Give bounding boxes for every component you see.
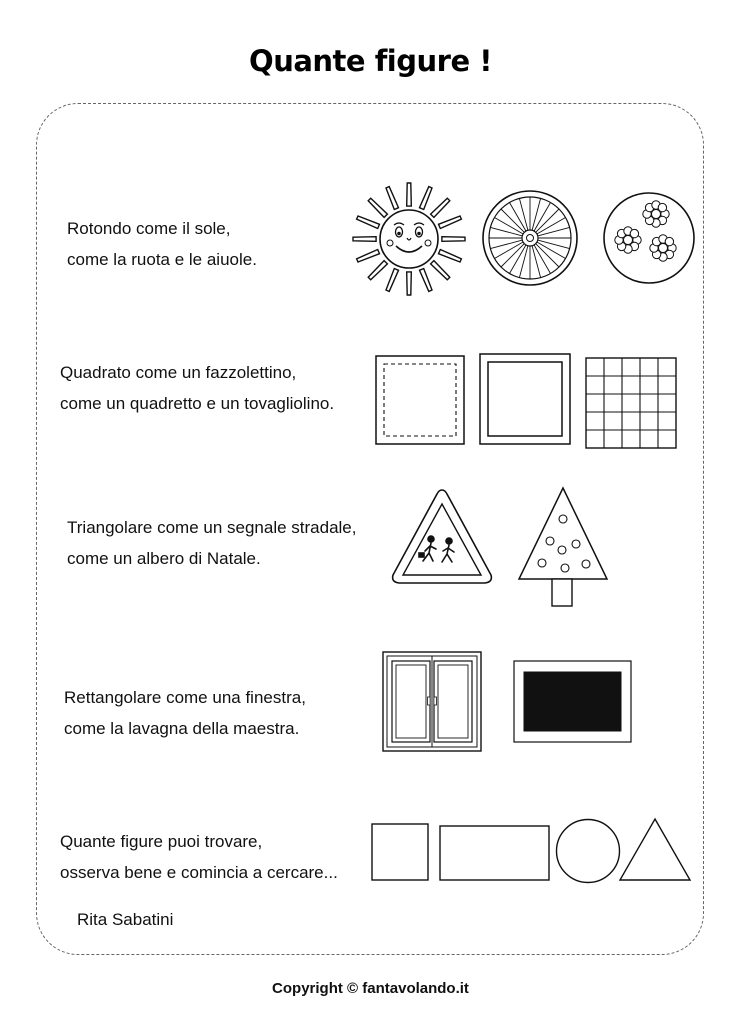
stanza-line: Quante figure puoi trovare, xyxy=(60,832,263,851)
stanza-2 xyxy=(60,357,334,419)
triangle-shape xyxy=(618,817,692,882)
rectangle-shape xyxy=(439,825,550,881)
circle-shape xyxy=(555,818,621,884)
stanza-line: Triangolare come un segnale stradale, xyxy=(67,518,357,537)
square-shape xyxy=(371,823,429,881)
wheel-icon xyxy=(480,188,580,288)
stanza-line: come un albero di Natale. xyxy=(67,549,261,568)
handkerchief-icon xyxy=(375,355,465,445)
stanza-3 xyxy=(67,512,356,574)
stanza-line: come un quadretto e un tovagliolino. xyxy=(60,394,335,413)
road-sign-icon xyxy=(389,487,495,587)
sun-icon xyxy=(350,180,468,298)
christmas-tree-icon xyxy=(516,486,610,608)
stanza-line: come la ruota e le aiuole. xyxy=(67,250,257,269)
stanza-5 xyxy=(60,826,338,888)
stanza-1 xyxy=(67,213,257,275)
picture-frame-icon xyxy=(479,353,571,445)
stanza-line: osserva bene e comincia a cercare... xyxy=(60,863,338,882)
author-name: Rita Sabatini xyxy=(77,910,174,929)
window-icon xyxy=(382,651,482,752)
flowerbed-icon xyxy=(601,190,697,286)
napkin-grid-icon xyxy=(585,357,677,449)
stanza-line: Rotondo come il sole, xyxy=(67,219,231,238)
page-title: Quante figure ! xyxy=(249,44,492,78)
copyright-notice: Copyright © fantavolando.it xyxy=(272,980,469,997)
stanza-line: come la lavagna della maestra. xyxy=(64,719,300,738)
stanza-line: Rettangolare come una finestra, xyxy=(64,688,306,707)
stanza-line: Quadrato come un fazzolettino, xyxy=(60,363,297,382)
blackboard-icon xyxy=(513,660,632,743)
stanza-4 xyxy=(64,682,306,744)
